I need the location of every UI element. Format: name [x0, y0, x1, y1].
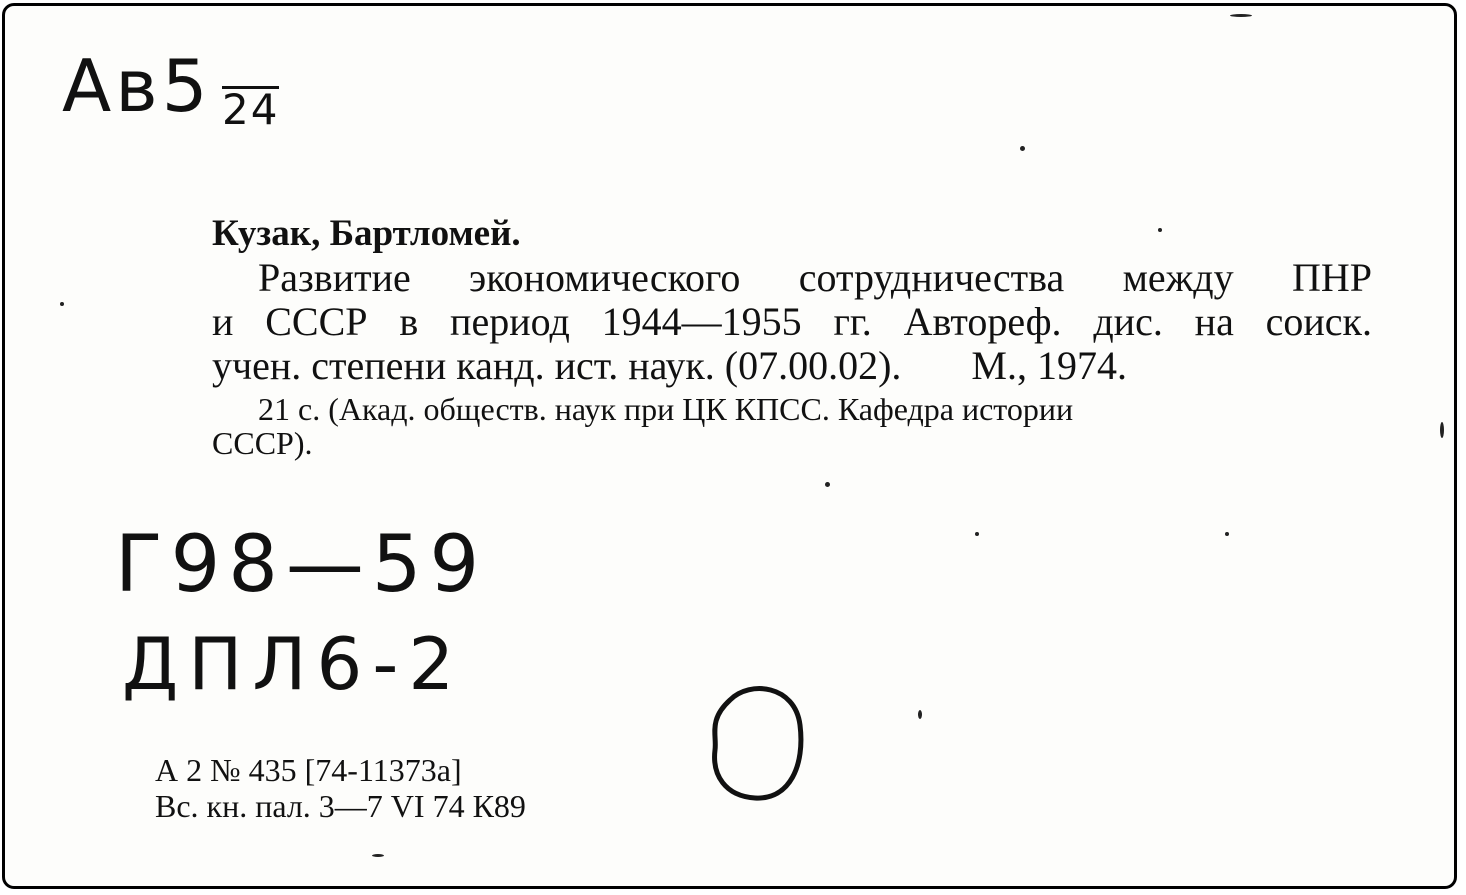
- scan-speck: [1440, 422, 1444, 438]
- author-heading: Кузак, Бартломей.: [212, 213, 521, 254]
- title-line: учен. степени канд. ист. наук. (07.00.02).: [212, 343, 902, 388]
- scan-speck: [1225, 532, 1229, 536]
- scan-speck: [1158, 228, 1162, 232]
- bibliographic-entry: [212, 212, 1372, 460]
- title-block: [212, 256, 1372, 388]
- scan-speck: [60, 302, 64, 306]
- shelf-mark-main: Ав5: [62, 44, 212, 128]
- scan-speck: [975, 532, 979, 536]
- title-line-with-imprint: [212, 344, 1372, 388]
- collation-line: СССР).: [212, 425, 313, 461]
- title-line: и СССР в период 1944—1955 гг. Автореф. дис. на соиск.: [212, 299, 1372, 344]
- handwritten-note: Г98—59: [115, 520, 488, 610]
- scan-speck: [372, 854, 384, 857]
- collation-line: 21 с. (Акад. обществ. наук при ЦК КПСС. Кафедра истории: [258, 391, 1074, 427]
- accession-block: [155, 752, 526, 824]
- collation-block: [212, 392, 1372, 460]
- hand-drawn-oval: [700, 680, 820, 810]
- accession-line: Вс. кн. пал. 3—7 VI 74 К89: [155, 788, 526, 824]
- accession-line: А 2 № 435 [74-11373а]: [155, 752, 462, 788]
- scan-speck: [1230, 14, 1252, 17]
- title-line: Развитие экономического сотрудничества между ПНР: [258, 255, 1372, 300]
- shelf-mark: [62, 44, 212, 128]
- handwritten-note: ДПЛ6-2: [122, 622, 465, 706]
- scan-speck: [918, 710, 922, 719]
- publication-imprint: М., 1974.: [971, 343, 1127, 388]
- shelf-mark-sub: 24: [222, 85, 280, 134]
- scan-speck: [1020, 146, 1025, 151]
- scan-speck: [825, 482, 830, 487]
